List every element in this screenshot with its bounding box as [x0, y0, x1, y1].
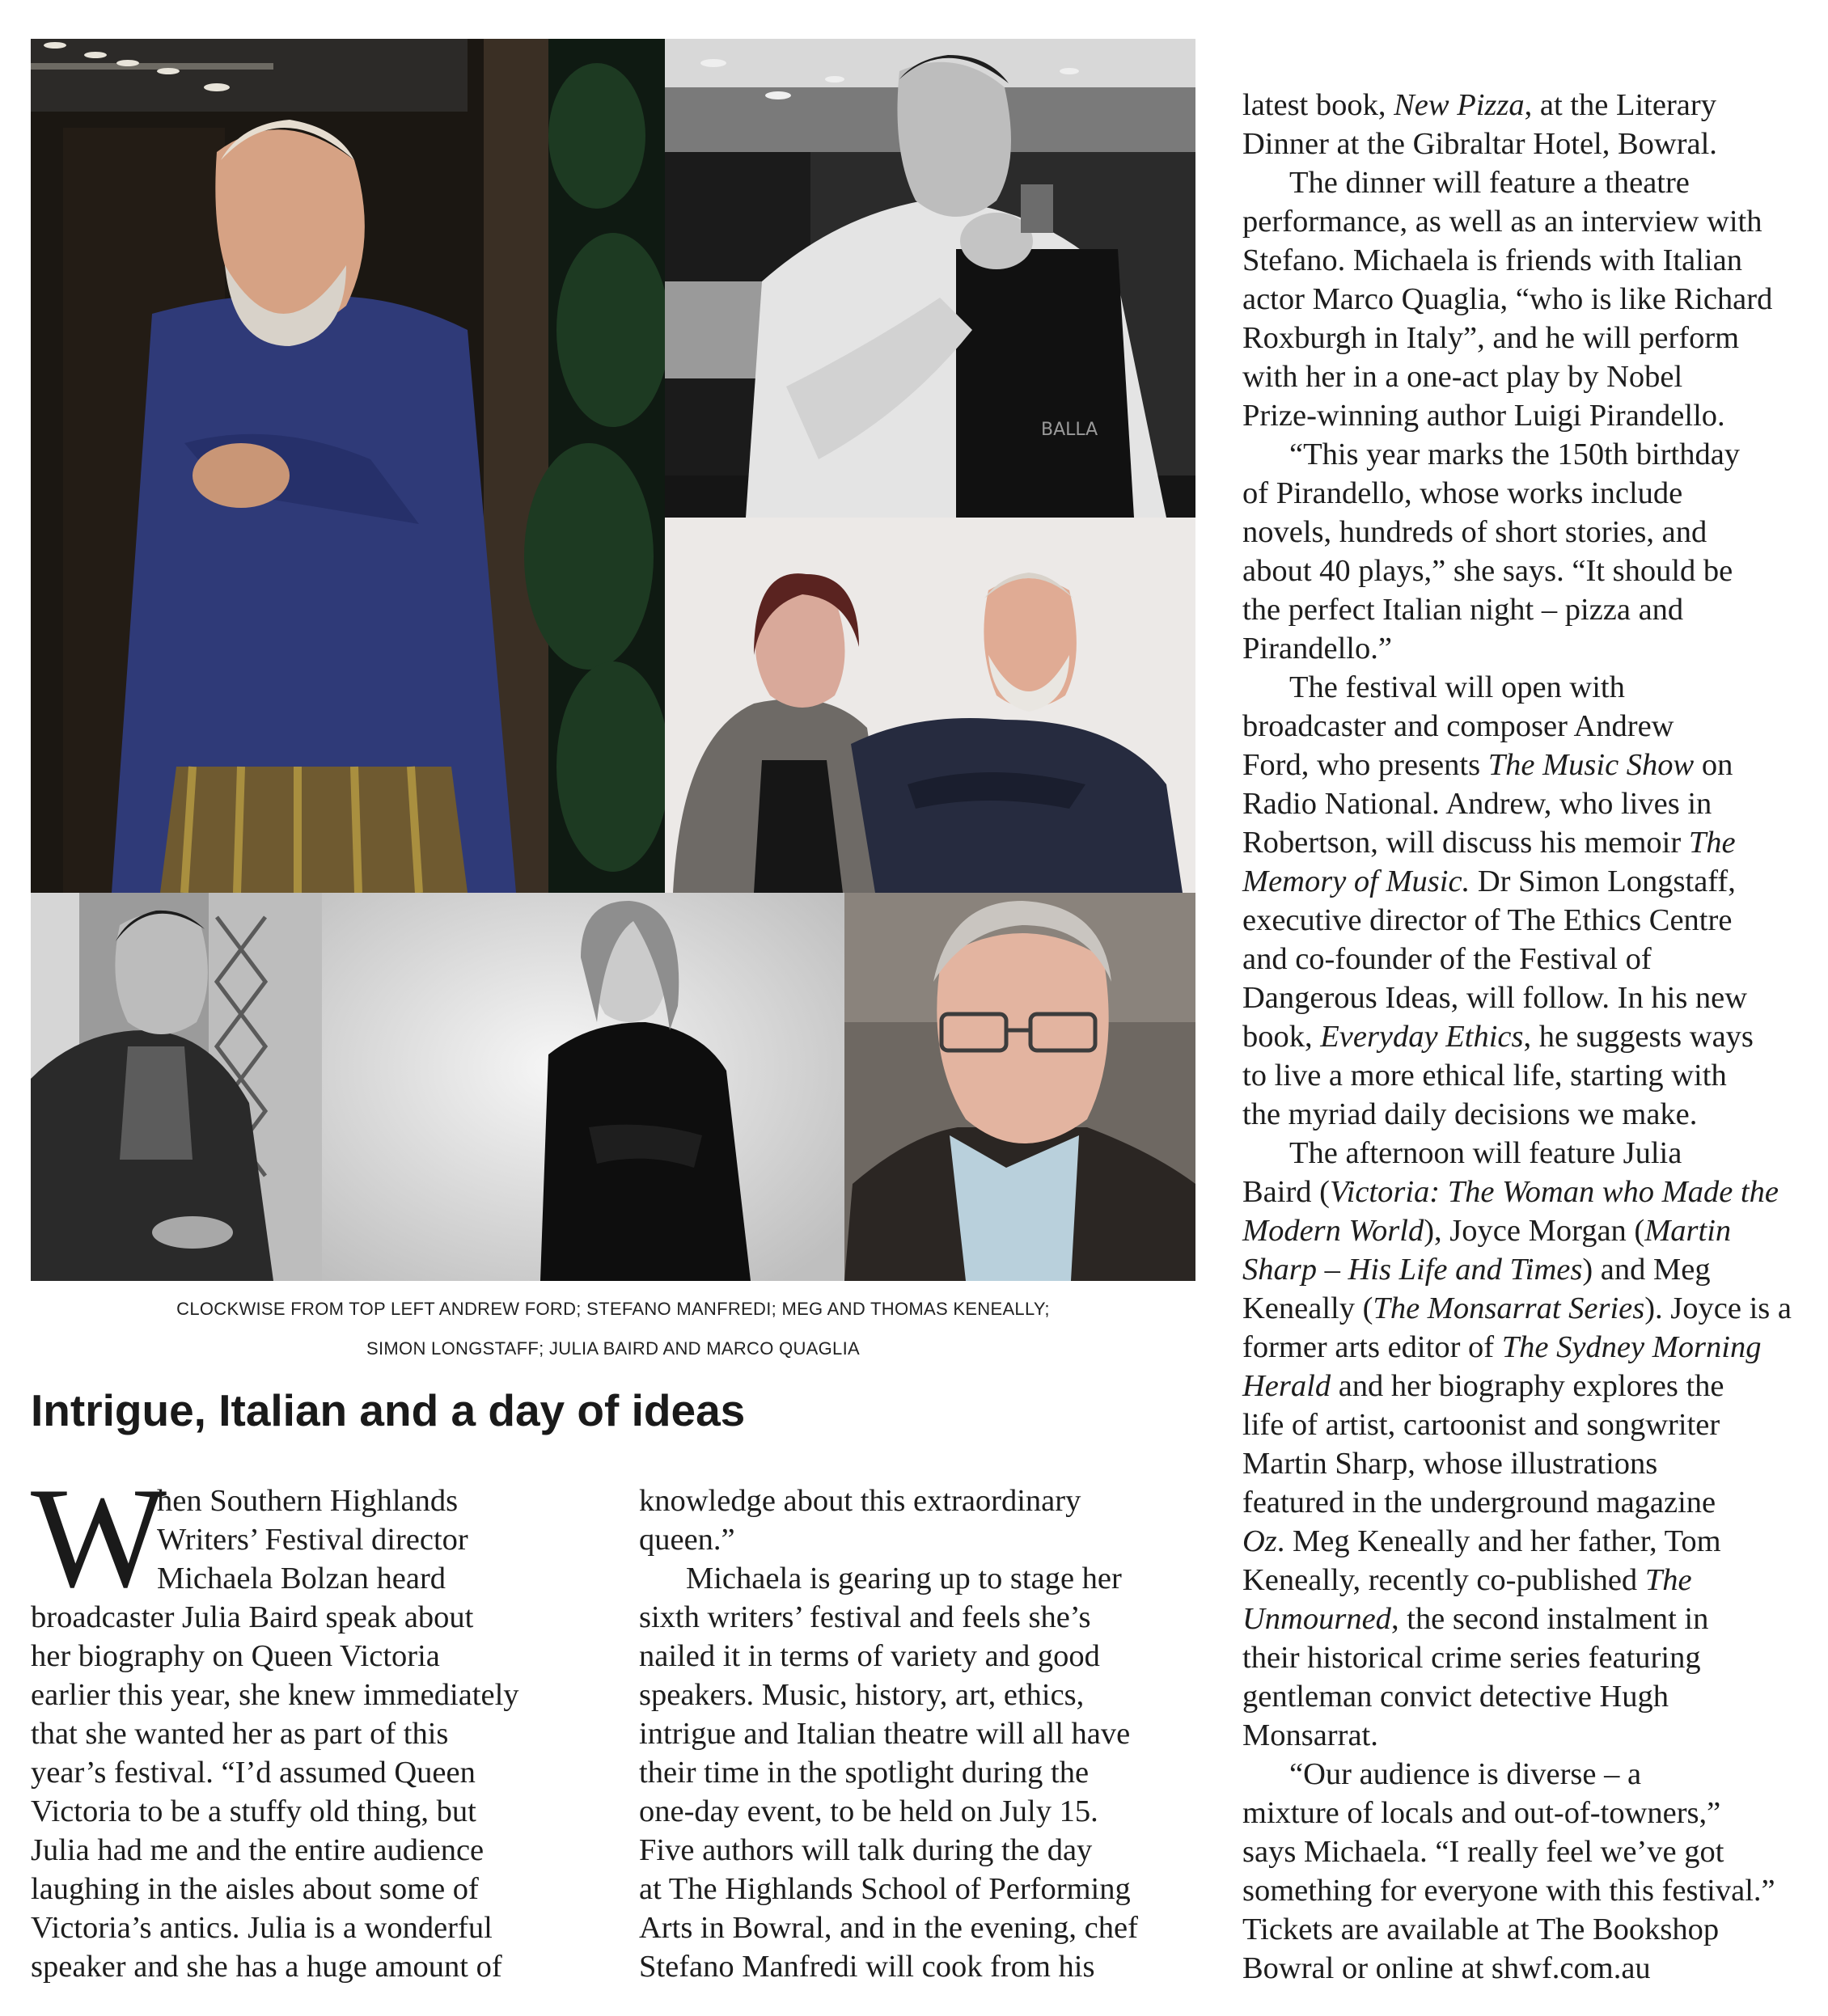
- publication-title: Oz: [1242, 1524, 1277, 1558]
- body-line: gentleman convict detective Hugh: [1242, 1680, 1669, 1714]
- body-line: book, Everyday Ethics, he suggests ways: [1242, 1020, 1754, 1054]
- photo-andrew-ford: [31, 39, 665, 893]
- body-line: to live a more ethical life, starting with: [1242, 1059, 1727, 1093]
- photo-caption-line-1: CLOCKWISE FROM TOP LEFT ANDREW FORD; STEFANO MANFREDI; MEG AND THOMAS KENEALLY;: [176, 1299, 1050, 1319]
- book-title: Sharp – His Life and Times: [1242, 1253, 1583, 1287]
- body-line: executive director of The Ethics Centre: [1242, 903, 1733, 937]
- book-title: Martin: [1644, 1214, 1732, 1248]
- body-line: Memory of Music. Dr Simon Longstaff,: [1242, 864, 1736, 898]
- show-title: The Music Show: [1487, 748, 1695, 782]
- body-line: Radio National. Andrew, who lives in: [1242, 787, 1712, 821]
- body-line: Writers’ Festival director: [157, 1523, 468, 1557]
- body-line: The dinner will feature a theatre: [1289, 166, 1690, 200]
- book-title: Unmourned: [1242, 1602, 1391, 1636]
- body-line: and co-founder of the Festival of: [1242, 942, 1652, 976]
- body-line: with her in a one-act play by Nobel: [1242, 360, 1683, 394]
- publication-title: The Sydney Morning: [1501, 1330, 1762, 1364]
- book-title: The Monsarrat Series: [1373, 1291, 1645, 1325]
- body-line: broadcaster and composer Andrew: [1242, 709, 1674, 743]
- body-line: queen.”: [639, 1523, 735, 1557]
- body-line: performance, as well as an interview with: [1242, 205, 1762, 239]
- body-line: earlier this year, she knew immediately: [31, 1678, 519, 1712]
- book-title: Memory of Music.: [1242, 864, 1470, 898]
- body-line: The festival will open with: [1289, 670, 1625, 704]
- body-line: something for everyone with this festival.”: [1242, 1874, 1775, 1908]
- apron-text: BALLA: [1041, 420, 1098, 440]
- body-line: Sharp – His Life and Times) and Meg: [1242, 1253, 1711, 1287]
- body-line: Herald and her biography explores the: [1242, 1369, 1724, 1403]
- body-line: Ford, who presents The Music Show on: [1242, 748, 1733, 782]
- book-title: Modern World: [1242, 1214, 1424, 1248]
- body-line: Julia had me and the entire audience: [31, 1833, 485, 1867]
- publication-title: Herald: [1242, 1369, 1331, 1403]
- body-line: Dangerous Ideas, will follow. In his new: [1242, 981, 1748, 1015]
- book-title: The: [1688, 826, 1736, 860]
- body-line: Modern World), Joyce Morgan (Martin: [1242, 1214, 1732, 1248]
- body-line: that she wanted her as part of this: [31, 1717, 449, 1751]
- body-line: Pirandello.”: [1242, 632, 1392, 666]
- body-line: Victoria to be a stuffy old thing, but: [31, 1794, 476, 1828]
- article-headline: Intrigue, Italian and a day of ideas: [31, 1385, 746, 1435]
- body-line: Prize-winning author Luigi Pirandello.: [1242, 399, 1725, 433]
- book-title: Everyday Ethics: [1320, 1020, 1524, 1054]
- photo-stefano-manfredi: [665, 39, 1195, 518]
- article-column-3: [1242, 86, 1809, 1988]
- body-line: the myriad daily decisions we make.: [1242, 1097, 1698, 1131]
- article-column-1: [31, 1481, 597, 1986]
- body-line: hen Southern Highlands: [157, 1484, 459, 1518]
- body-line: “Our audience is diverse – a: [1289, 1757, 1642, 1791]
- body-line: Unmourned, the second instalment in: [1242, 1602, 1709, 1636]
- body-line: Roxburgh in Italy”, and he will perform: [1242, 321, 1740, 355]
- book-title: New Pizza: [1394, 88, 1525, 122]
- article-column-2: [639, 1481, 1205, 1986]
- body-line: actor Marco Quaglia, “who is like Richard: [1242, 282, 1773, 316]
- body-line: life of artist, cartoonist and songwriter: [1242, 1408, 1720, 1442]
- body-line: one-day event, to be held on July 15.: [639, 1794, 1098, 1828]
- body-line: year’s festival. “I’d assumed Queen: [31, 1756, 476, 1790]
- body-line: laughing in the aisles about some of: [31, 1872, 479, 1906]
- body-line: The afternoon will feature Julia: [1289, 1136, 1682, 1170]
- body-line: Victoria’s antics. Julia is a wonderful: [31, 1911, 493, 1945]
- body-line: says Michaela. “I really feel we’ve got: [1242, 1835, 1724, 1869]
- body-line: Stefano Manfredi will cook from his: [639, 1950, 1095, 1984]
- body-line: novels, hundreds of short stories, and: [1242, 515, 1707, 549]
- body-line: Tickets are available at The Bookshop: [1242, 1912, 1720, 1946]
- body-line: Dinner at the Gibraltar Hotel, Bowral.: [1242, 127, 1717, 161]
- book-title: Victoria: The Woman who Made the: [1329, 1175, 1779, 1209]
- body-line: Monsarrat.: [1242, 1718, 1378, 1752]
- photo-meg-thomas-keneally: [665, 518, 1195, 893]
- body-line: their historical crime series featuring: [1242, 1641, 1701, 1675]
- body-line: Robertson, will discuss his memoir The: [1242, 826, 1736, 860]
- body-line: her biography on Queen Victoria: [31, 1639, 440, 1673]
- body-line: former arts editor of The Sydney Morning: [1242, 1330, 1762, 1364]
- body-line: Arts in Bowral, and in the evening, chef: [639, 1911, 1138, 1945]
- body-line: Bowral or online at shwf.com.au: [1242, 1951, 1651, 1985]
- body-line: Keneally, recently co-published The: [1242, 1563, 1692, 1597]
- body-line: Stefano. Michaela is friends with Italian: [1242, 243, 1742, 277]
- body-line: the perfect Italian night – pizza and: [1242, 593, 1684, 627]
- body-line: broadcaster Julia Baird speak about: [31, 1600, 474, 1634]
- body-line: Michaela Bolzan heard: [157, 1562, 446, 1595]
- body-line: speakers. Music, history, art, ethics,: [639, 1678, 1085, 1712]
- body-line: speaker and she has a huge amount of: [31, 1950, 502, 1984]
- photo-marco-quaglia: [31, 893, 322, 1281]
- body-line: Keneally (The Monsarrat Series). Joyce is a: [1242, 1291, 1792, 1325]
- body-line: of Pirandello, whose works include: [1242, 476, 1683, 510]
- body-line: their time in the spotlight during the: [639, 1756, 1090, 1790]
- body-line: Five authors will talk during the day: [639, 1833, 1093, 1867]
- body-line: mixture of locals and out-of-towners,”: [1242, 1796, 1721, 1830]
- body-line: Oz. Meg Keneally and her father, Tom: [1242, 1524, 1721, 1558]
- photo-simon-longstaff: [844, 893, 1195, 1281]
- body-line: Martin Sharp, whose illustrations: [1242, 1447, 1658, 1481]
- drop-cap: W: [31, 1457, 167, 1617]
- photo-caption-line-2: SIMON LONGSTAFF; JULIA BAIRD AND MARCO QUAGLIA: [366, 1338, 860, 1359]
- body-line: intrigue and Italian theatre will all have: [639, 1717, 1131, 1751]
- body-line: Baird (Victoria: The Woman who Made the: [1242, 1175, 1779, 1209]
- body-line: knowledge about this extraordinary: [639, 1484, 1081, 1518]
- book-title: The: [1644, 1563, 1692, 1597]
- body-line: featured in the underground magazine: [1242, 1486, 1716, 1519]
- body-line: “This year marks the 150th birthday: [1289, 437, 1741, 471]
- photo-julia-baird: [322, 893, 844, 1281]
- body-line: latest book, New Pizza, at the Literary: [1242, 88, 1716, 122]
- body-line: nailed it in terms of variety and good: [639, 1639, 1100, 1673]
- body-line: sixth writers’ festival and feels she’s: [639, 1600, 1091, 1634]
- body-line: Michaela is gearing up to stage her: [686, 1562, 1122, 1595]
- body-line: at The Highlands School of Performing: [639, 1872, 1131, 1906]
- body-line: about 40 plays,” she says. “It should be: [1242, 554, 1733, 588]
